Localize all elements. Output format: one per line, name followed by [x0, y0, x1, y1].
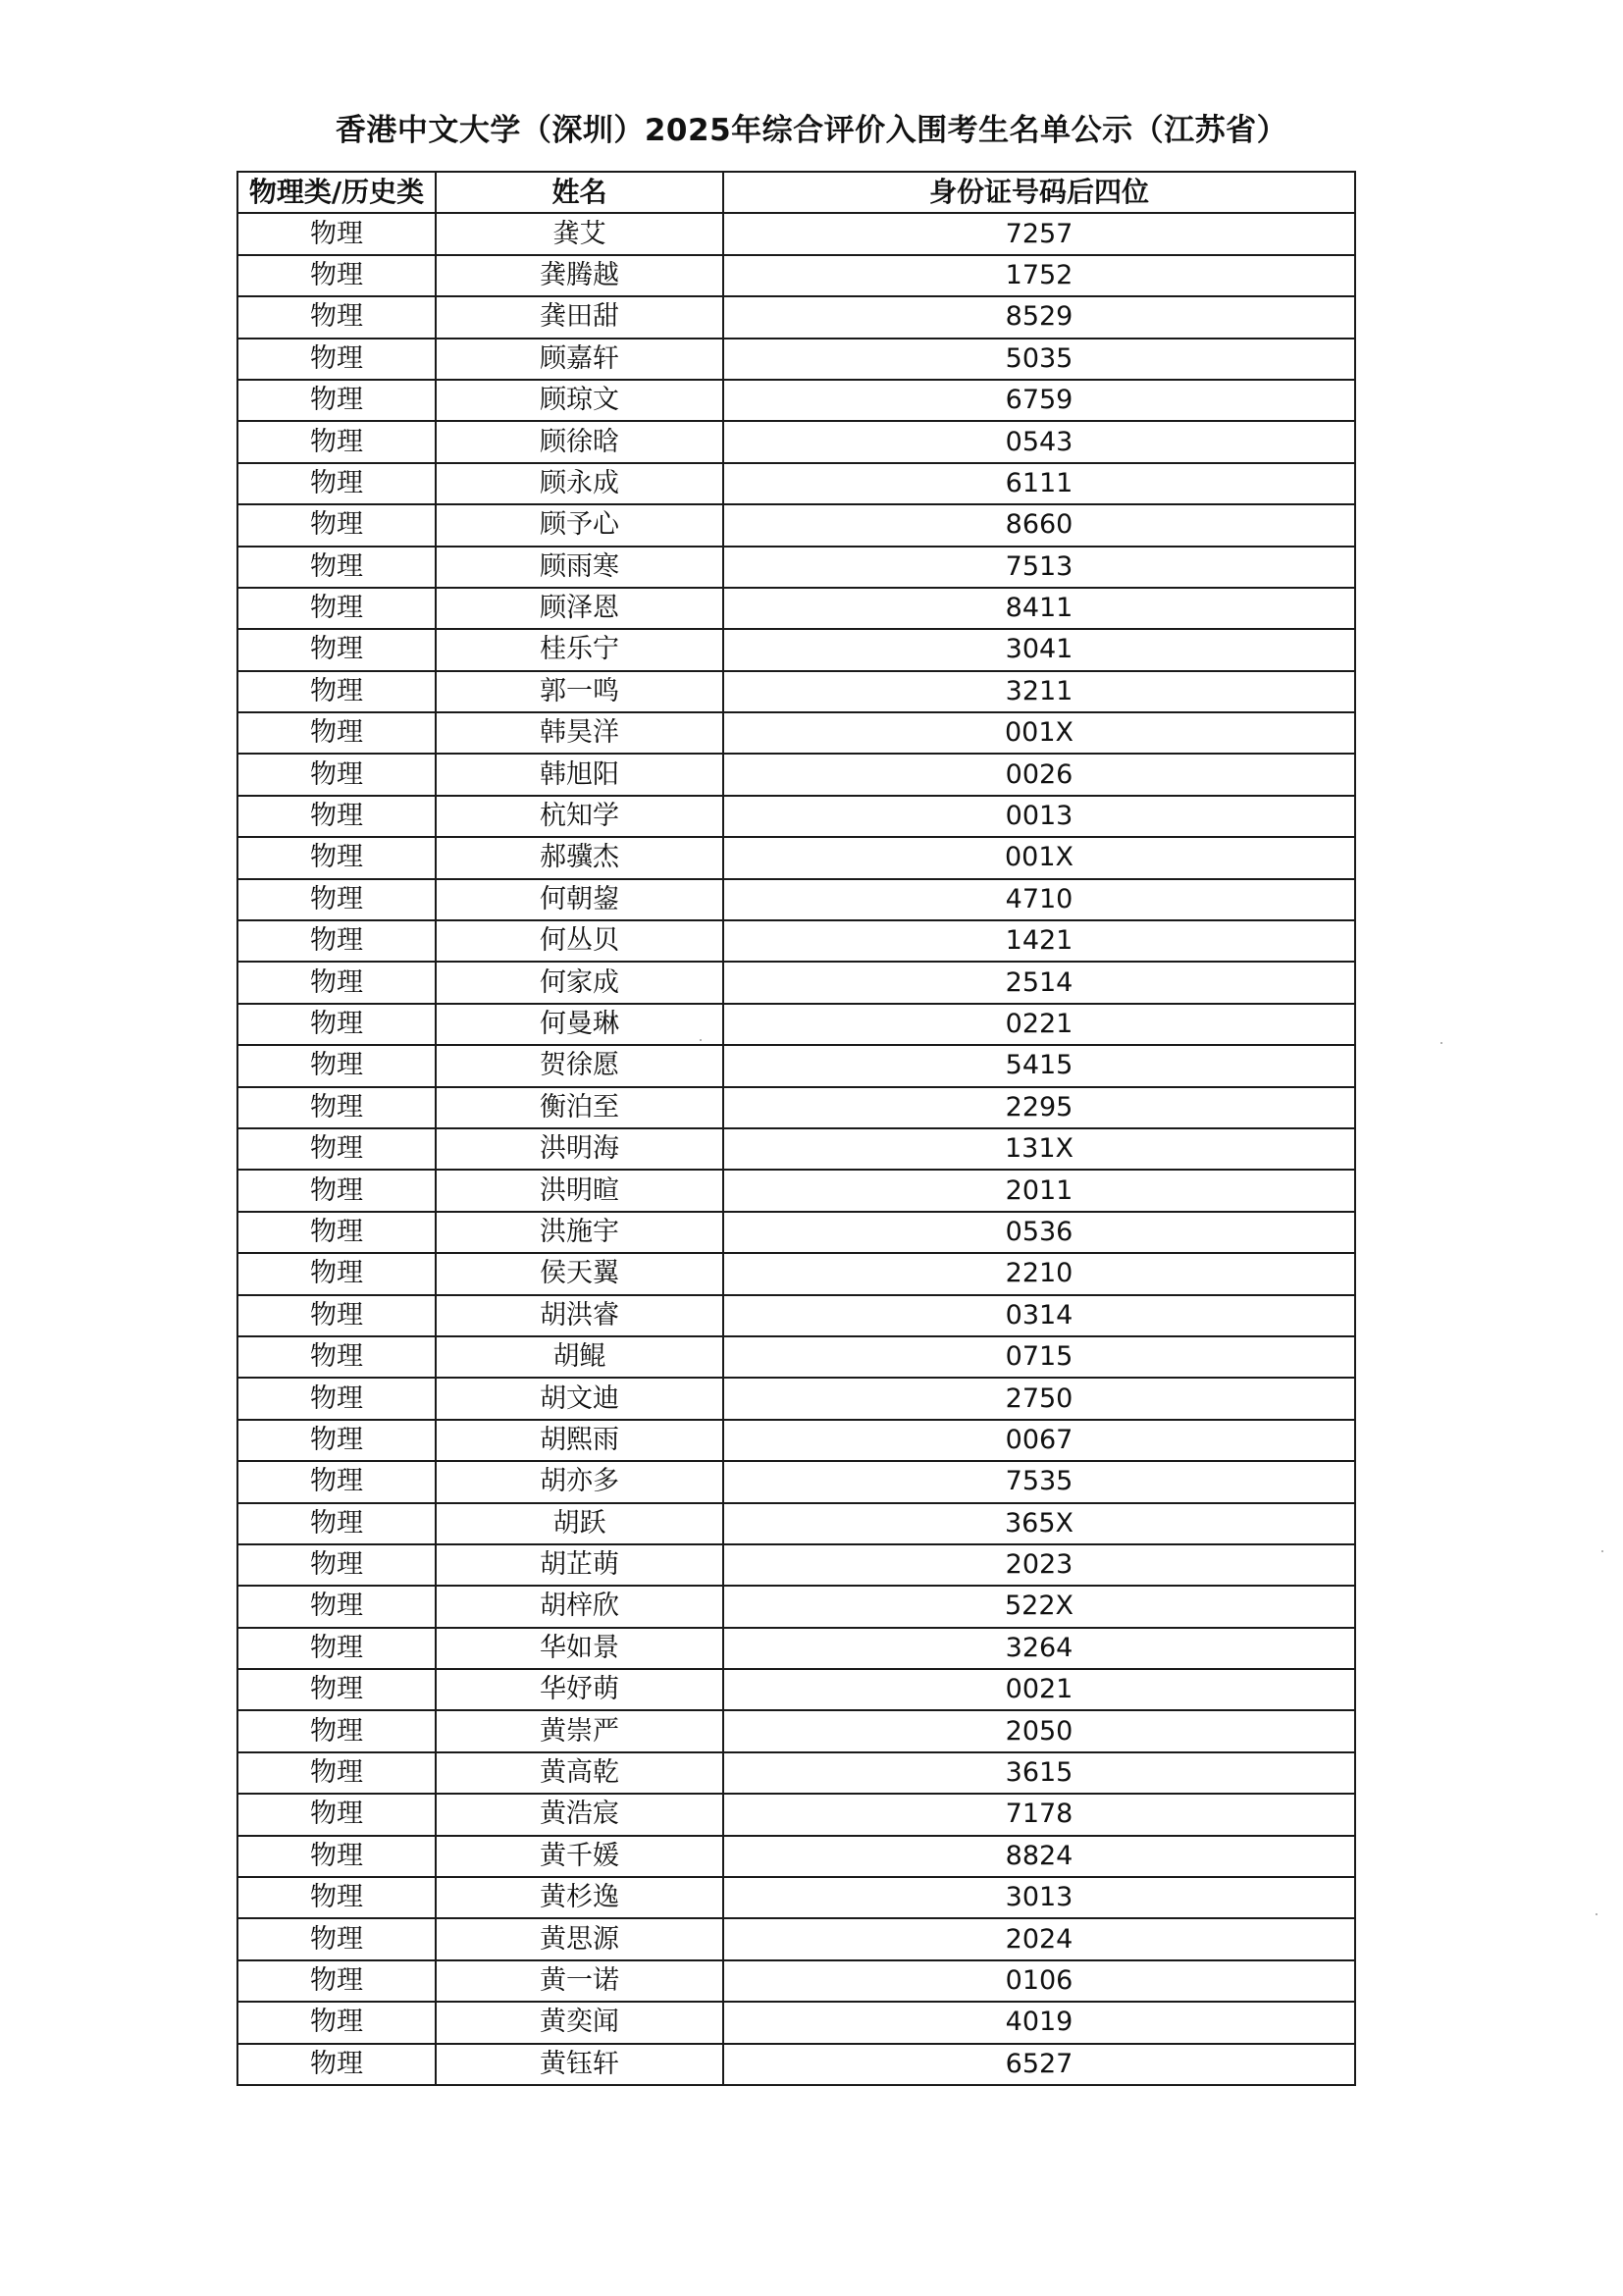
cell-id-last-four: 0067	[723, 1420, 1355, 1461]
cell-category: 物理	[237, 754, 436, 795]
cell-id-last-four: 6527	[723, 2044, 1355, 2085]
cell-name: 黄高乾	[436, 1752, 723, 1794]
table-row	[237, 754, 1355, 795]
cell-id-last-four: 1421	[723, 920, 1355, 962]
table-row	[237, 629, 1355, 670]
cell-name: 黄浩宸	[436, 1794, 723, 1835]
cell-category: 物理	[237, 1378, 436, 1419]
table-row	[237, 1212, 1355, 1253]
cell-name: 龚艾	[436, 213, 723, 254]
table-row	[237, 1253, 1355, 1294]
cell-id-last-four: 3041	[723, 629, 1355, 670]
cell-name: 胡熙雨	[436, 1420, 723, 1461]
table-row	[237, 547, 1355, 588]
table-row	[237, 1004, 1355, 1045]
cell-category: 物理	[237, 1004, 436, 1045]
table-row	[237, 1918, 1355, 1959]
table-row	[237, 879, 1355, 920]
cell-name: 黄千媛	[436, 1836, 723, 1877]
cell-category: 物理	[237, 1461, 436, 1502]
cell-name: 胡鲲	[436, 1336, 723, 1378]
cell-category: 物理	[237, 1710, 436, 1751]
table-row	[237, 1836, 1355, 1877]
cell-id-last-four: 8824	[723, 1836, 1355, 1877]
scan-speck	[1601, 1550, 1603, 1552]
column-header-category: 物理类/历史类	[237, 172, 436, 213]
cell-id-last-four: 0013	[723, 796, 1355, 837]
table-row	[237, 796, 1355, 837]
cell-id-last-four: 7513	[723, 547, 1355, 588]
cell-id-last-four: 0715	[723, 1336, 1355, 1378]
cell-id-last-four: 6759	[723, 380, 1355, 421]
cell-id-last-four: 0536	[723, 1212, 1355, 1253]
table-body	[237, 213, 1355, 2085]
cell-category: 物理	[237, 1295, 436, 1336]
cell-name: 胡文迪	[436, 1378, 723, 1419]
cell-id-last-four: 8411	[723, 588, 1355, 629]
cell-id-last-four: 2514	[723, 962, 1355, 1003]
cell-name: 顾永成	[436, 463, 723, 504]
cell-id-last-four: 2750	[723, 1378, 1355, 1419]
cell-id-last-four: 131X	[723, 1128, 1355, 1170]
table-row	[237, 213, 1355, 254]
cell-name: 洪明海	[436, 1128, 723, 1170]
cell-category: 物理	[237, 1669, 436, 1710]
table-row	[237, 1877, 1355, 1918]
cell-id-last-four: 522X	[723, 1586, 1355, 1627]
cell-id-last-four: 7178	[723, 1794, 1355, 1835]
cell-id-last-four: 8660	[723, 504, 1355, 546]
cell-category: 物理	[237, 1128, 436, 1170]
cell-category: 物理	[237, 2002, 436, 2043]
cell-name: 杭知学	[436, 796, 723, 837]
cell-category: 物理	[237, 1045, 436, 1086]
cell-id-last-four: 5415	[723, 1045, 1355, 1086]
table-row	[237, 1960, 1355, 2002]
cell-id-last-four: 001X	[723, 712, 1355, 754]
cell-category: 物理	[237, 1586, 436, 1627]
cell-category: 物理	[237, 1336, 436, 1378]
cell-category: 物理	[237, 1420, 436, 1461]
cell-id-last-four: 0314	[723, 1295, 1355, 1336]
cell-id-last-four: 2011	[723, 1170, 1355, 1211]
cell-name: 胡梓欣	[436, 1586, 723, 1627]
cell-id-last-four: 0026	[723, 754, 1355, 795]
table-row	[237, 1461, 1355, 1502]
cell-id-last-four: 0543	[723, 421, 1355, 462]
cell-category: 物理	[237, 879, 436, 920]
cell-category: 物理	[237, 421, 436, 462]
cell-id-last-four: 3013	[723, 1877, 1355, 1918]
cell-id-last-four: 4019	[723, 2002, 1355, 2043]
cell-name: 何家成	[436, 962, 723, 1003]
cell-id-last-four: 3211	[723, 671, 1355, 712]
cell-category: 物理	[237, 2044, 436, 2085]
cell-id-last-four: 3615	[723, 1752, 1355, 1794]
cell-category: 物理	[237, 837, 436, 878]
table-row	[237, 712, 1355, 754]
table-row	[237, 1378, 1355, 1419]
cell-name: 黄思源	[436, 1918, 723, 1959]
cell-id-last-four: 001X	[723, 837, 1355, 878]
cell-category: 物理	[237, 588, 436, 629]
cell-id-last-four: 7257	[723, 213, 1355, 254]
cell-category: 物理	[237, 1794, 436, 1835]
cell-name: 黄钰轩	[436, 2044, 723, 2085]
cell-category: 物理	[237, 1752, 436, 1794]
cell-category: 物理	[237, 213, 436, 254]
cell-category: 物理	[237, 1544, 436, 1586]
cell-id-last-four: 4710	[723, 879, 1355, 920]
table-row	[237, 1586, 1355, 1627]
cell-name: 桂乐宁	[436, 629, 723, 670]
scan-speck	[1596, 1913, 1597, 1915]
cell-id-last-four: 2295	[723, 1087, 1355, 1128]
table-row	[237, 2044, 1355, 2085]
page-title: 香港中文大学（深圳）2025年综合评价入围考生名单公示（江苏省）	[335, 113, 1288, 148]
cell-id-last-four: 0106	[723, 1960, 1355, 2002]
cell-name: 洪施宇	[436, 1212, 723, 1253]
cell-name: 何丛贝	[436, 920, 723, 962]
table-row	[237, 463, 1355, 504]
cell-name: 龚田甜	[436, 296, 723, 338]
cell-category: 物理	[237, 1877, 436, 1918]
cell-id-last-four: 3264	[723, 1628, 1355, 1669]
table-row	[237, 1170, 1355, 1211]
cell-category: 物理	[237, 504, 436, 546]
cell-category: 物理	[237, 1087, 436, 1128]
cell-id-last-four: 1752	[723, 255, 1355, 296]
table-row	[237, 1794, 1355, 1835]
cell-name: 顾泽恩	[436, 588, 723, 629]
table-row	[237, 1544, 1355, 1586]
cell-category: 物理	[237, 712, 436, 754]
cell-name: 顾予心	[436, 504, 723, 546]
column-header-name: 姓名	[436, 172, 723, 213]
cell-category: 物理	[237, 920, 436, 962]
table-row	[237, 296, 1355, 338]
cell-id-last-four: 5035	[723, 339, 1355, 380]
table-row	[237, 2002, 1355, 2043]
table-row	[237, 255, 1355, 296]
scan-speck	[700, 1039, 702, 1041]
cell-category: 物理	[237, 1960, 436, 2002]
cell-category: 物理	[237, 962, 436, 1003]
candidate-table	[236, 171, 1356, 2086]
cell-name: 顾嘉轩	[436, 339, 723, 380]
cell-name: 韩旭阳	[436, 754, 723, 795]
cell-id-last-four: 6111	[723, 463, 1355, 504]
cell-id-last-four: 2023	[723, 1544, 1355, 1586]
table-row	[237, 339, 1355, 380]
cell-category: 物理	[237, 796, 436, 837]
table-row	[237, 1503, 1355, 1544]
cell-name: 郝骥杰	[436, 837, 723, 878]
cell-category: 物理	[237, 1628, 436, 1669]
table-row	[237, 1045, 1355, 1086]
table-row	[237, 1336, 1355, 1378]
table-row	[237, 1420, 1355, 1461]
cell-name: 胡芷萌	[436, 1544, 723, 1586]
cell-name: 顾琼文	[436, 380, 723, 421]
cell-id-last-four: 2210	[723, 1253, 1355, 1294]
cell-id-last-four: 365X	[723, 1503, 1355, 1544]
cell-category: 物理	[237, 671, 436, 712]
cell-id-last-four: 0221	[723, 1004, 1355, 1045]
table-header-row	[237, 172, 1355, 213]
cell-name: 黄杉逸	[436, 1877, 723, 1918]
cell-category: 物理	[237, 463, 436, 504]
cell-name: 韩昊洋	[436, 712, 723, 754]
table-row	[237, 1628, 1355, 1669]
cell-name: 黄奕闻	[436, 2002, 723, 2043]
table-row	[237, 920, 1355, 962]
cell-category: 物理	[237, 1170, 436, 1211]
scan-speck	[1440, 1042, 1442, 1044]
cell-id-last-four: 2050	[723, 1710, 1355, 1751]
cell-name: 黄一诺	[436, 1960, 723, 2002]
cell-category: 物理	[237, 255, 436, 296]
cell-id-last-four: 7535	[723, 1461, 1355, 1502]
cell-category: 物理	[237, 547, 436, 588]
cell-category: 物理	[237, 296, 436, 338]
cell-name: 黄崇严	[436, 1710, 723, 1751]
cell-name: 郭一鸣	[436, 671, 723, 712]
cell-name: 胡跃	[436, 1503, 723, 1544]
cell-name: 胡亦多	[436, 1461, 723, 1502]
table-row	[237, 1669, 1355, 1710]
table-row	[237, 671, 1355, 712]
cell-category: 物理	[237, 1212, 436, 1253]
table-row	[237, 588, 1355, 629]
cell-id-last-four: 2024	[723, 1918, 1355, 1959]
cell-category: 物理	[237, 339, 436, 380]
cell-name: 胡洪睿	[436, 1295, 723, 1336]
table-row	[237, 1128, 1355, 1170]
column-header-id-last-four: 身份证号码后四位	[723, 172, 1355, 213]
cell-category: 物理	[237, 1836, 436, 1877]
table-row	[237, 1710, 1355, 1751]
cell-category: 物理	[237, 1253, 436, 1294]
table-row	[237, 1087, 1355, 1128]
cell-name: 何曼琳	[436, 1004, 723, 1045]
cell-name: 华如景	[436, 1628, 723, 1669]
cell-name: 顾徐晗	[436, 421, 723, 462]
table-row	[237, 504, 1355, 546]
cell-name: 侯天翼	[436, 1253, 723, 1294]
cell-name: 衡泊至	[436, 1087, 723, 1128]
cell-category: 物理	[237, 380, 436, 421]
cell-name: 龚腾越	[436, 255, 723, 296]
table-row	[237, 380, 1355, 421]
cell-name: 顾雨寒	[436, 547, 723, 588]
cell-name: 何朝鋆	[436, 879, 723, 920]
cell-name: 洪明暄	[436, 1170, 723, 1211]
table-row	[237, 962, 1355, 1003]
cell-category: 物理	[237, 629, 436, 670]
table-row	[237, 837, 1355, 878]
table-row	[237, 1752, 1355, 1794]
table-row	[237, 1295, 1355, 1336]
cell-id-last-four: 8529	[723, 296, 1355, 338]
cell-category: 物理	[237, 1503, 436, 1544]
table-row	[237, 421, 1355, 462]
cell-id-last-four: 0021	[723, 1669, 1355, 1710]
cell-name: 贺徐愿	[436, 1045, 723, 1086]
cell-name: 华妤萌	[436, 1669, 723, 1710]
cell-category: 物理	[237, 1918, 436, 1959]
